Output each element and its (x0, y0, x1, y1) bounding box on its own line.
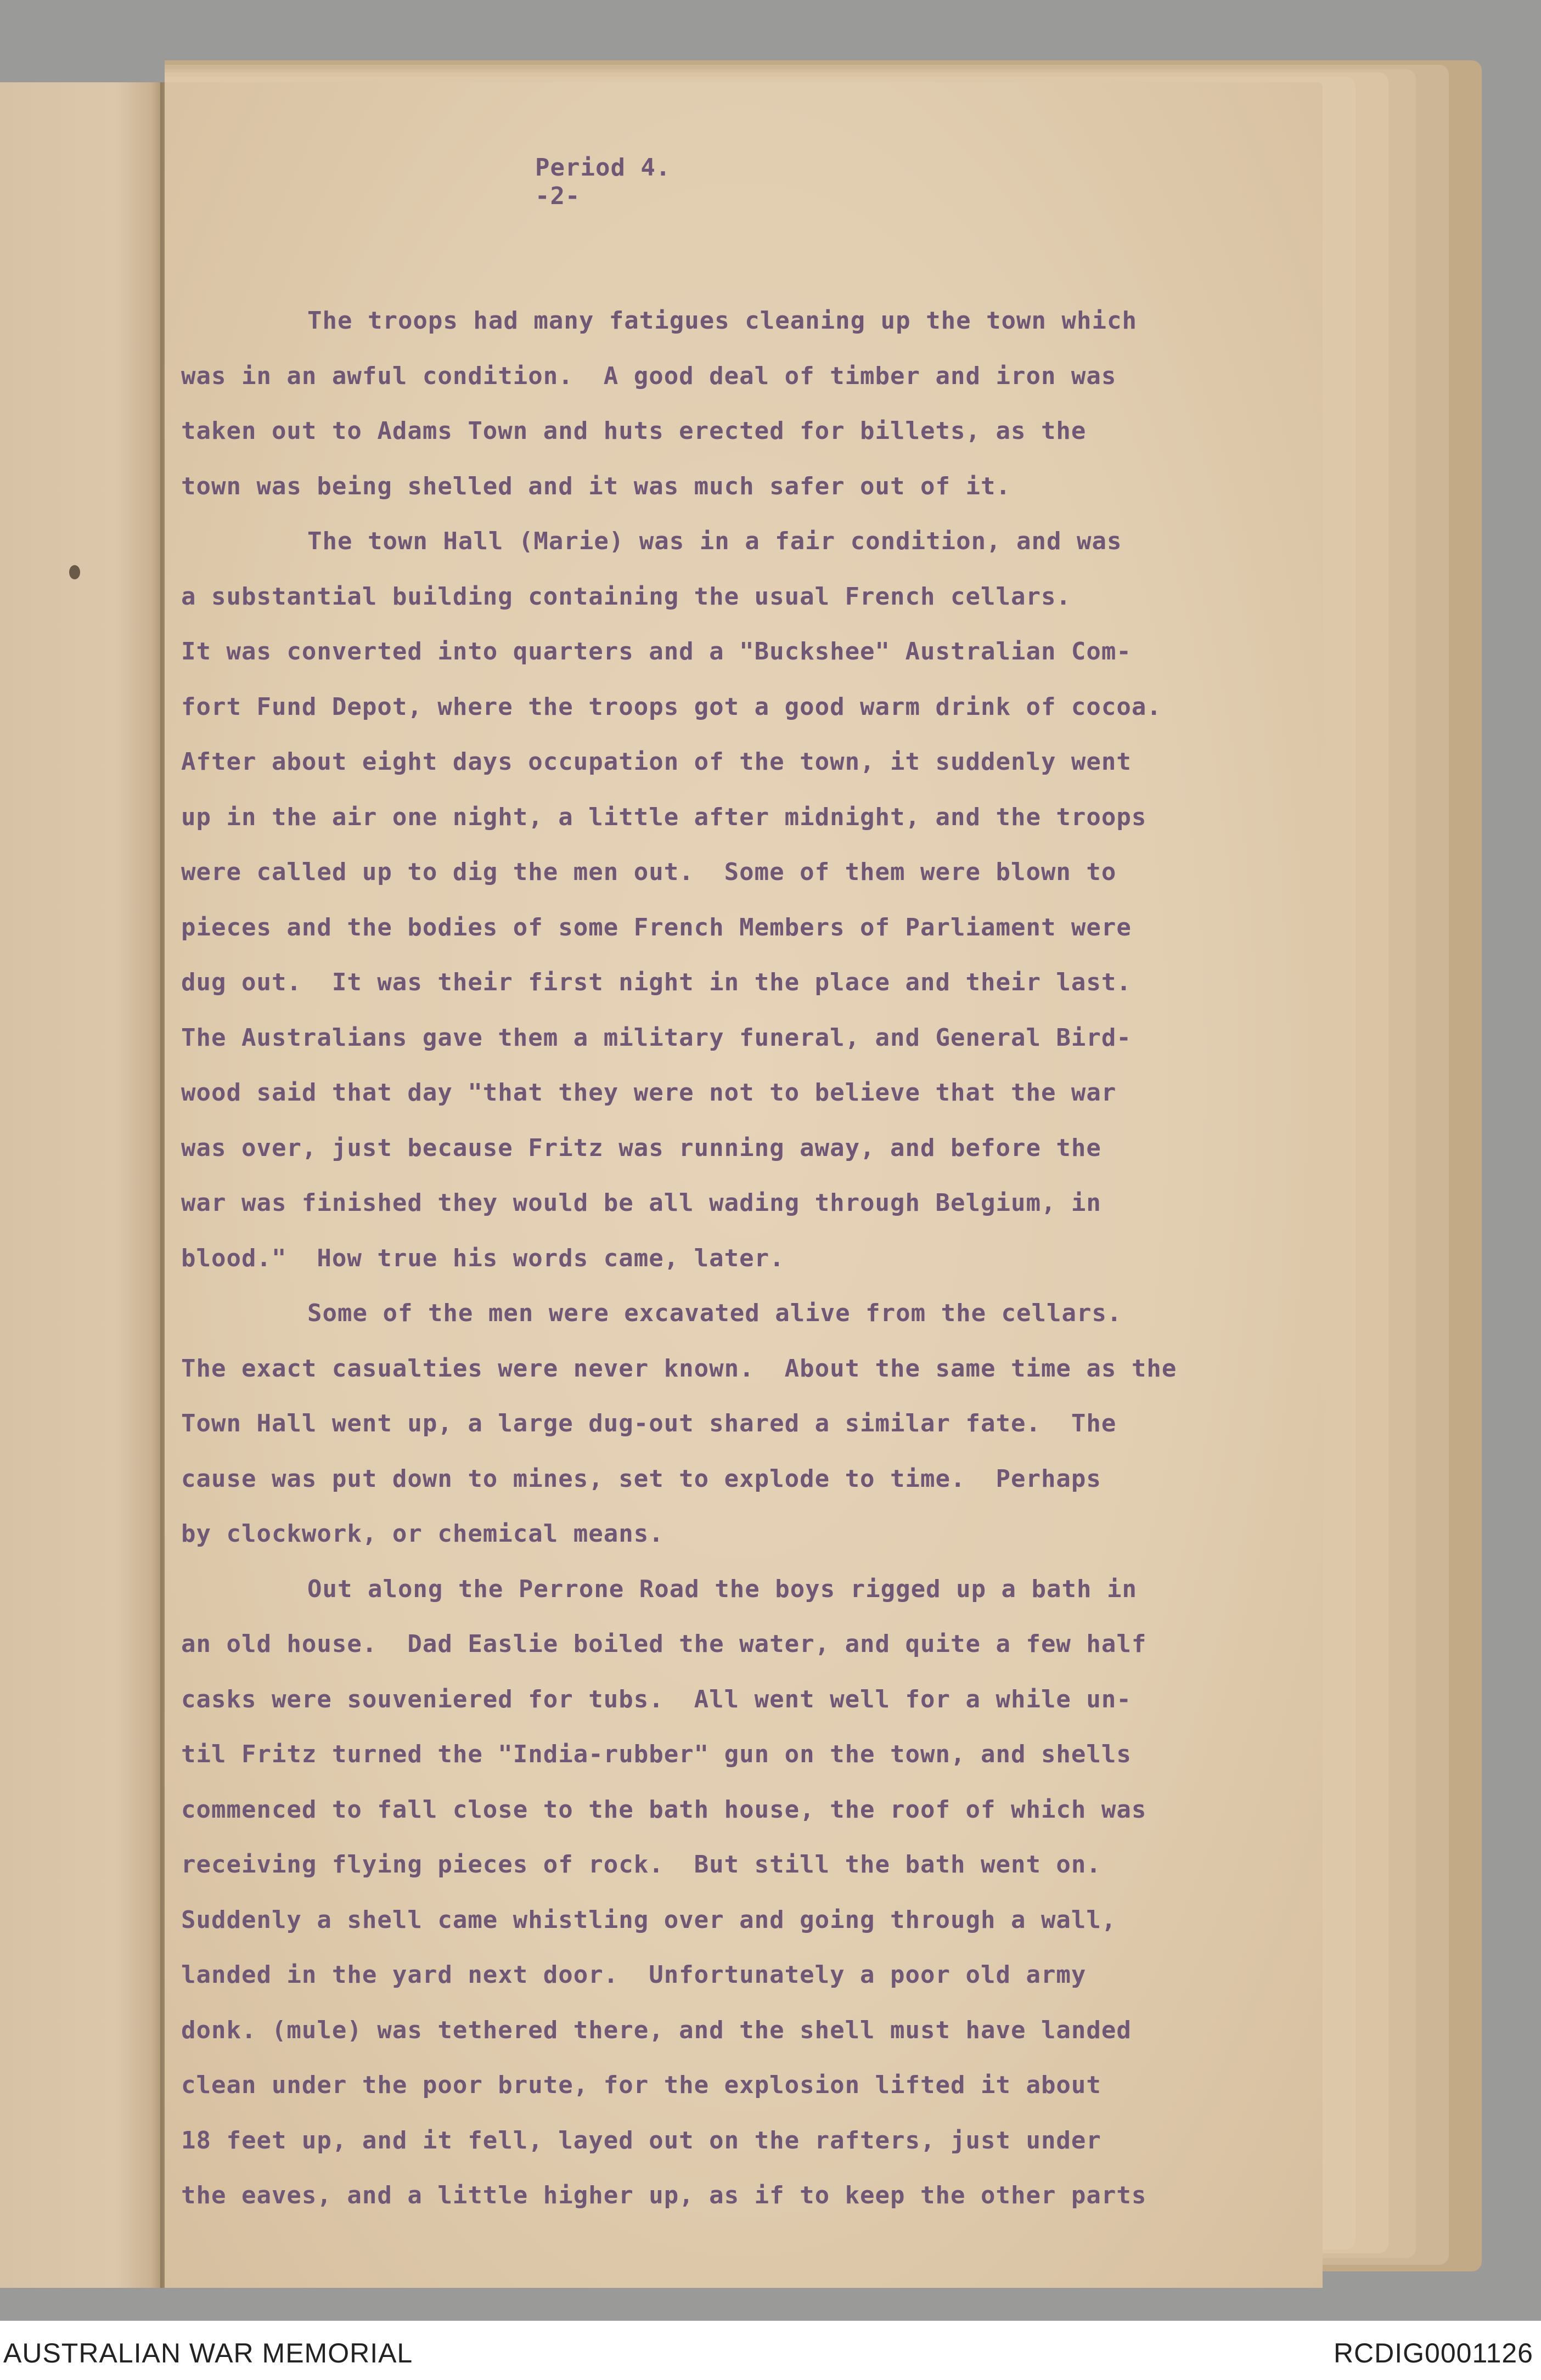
text-line: casks were souveniered for tubs. All went well for a while un- (181, 1685, 1132, 1713)
typed-text-body (181, 294, 1323, 2224)
typed-page (165, 82, 1323, 2288)
page-number: -2- (535, 182, 581, 210)
left-facing-page (0, 82, 165, 2288)
institution-name: AUSTRALIAN WAR MEMORIAL (3, 2338, 413, 2368)
text-line: til Fritz turned the "India-rubber" gun on the town, and shells (181, 1740, 1132, 1768)
text-line: town was being shelled and it was much safer out of it. (181, 472, 1011, 500)
text-line: receiving flying pieces of rock. But still the bath went on. (181, 1851, 1101, 1879)
item-reference: RCDIG0001126 (1333, 2338, 1533, 2368)
text-line: The troops had many fatigues cleaning up the town which (307, 307, 1137, 335)
text-line: dug out. It was their first night in the place and their last. (181, 968, 1132, 996)
text-line: up in the air one night, a little after midnight, and the troops (181, 803, 1147, 831)
text-line: donk. (mule) was tethered there, and the shell must have landed (181, 2016, 1132, 2044)
text-line: clean under the poor brute, for the explosion lifted it about (181, 2071, 1101, 2099)
archive-footer (0, 2321, 1541, 2380)
ink-spot (69, 565, 80, 579)
text-line: a substantial building containing the usual French cellars. (181, 582, 1071, 611)
text-line: by clockwork, or chemical means. (181, 1520, 664, 1548)
text-line: pieces and the bodies of some French Members of Parliament were (181, 913, 1132, 941)
text-line: The Australians gave them a military funeral, and General Bird- (181, 1023, 1132, 1052)
text-line: was in an awful condition. A good deal of timber and iron was (181, 362, 1117, 390)
text-line: wood said that day "that they were not to believe that the war (181, 1079, 1117, 1107)
text-line: taken out to Adams Town and huts erected for billets, as the (181, 417, 1087, 445)
text-line: landed in the yard next door. Unfortunately a poor old army (181, 1961, 1087, 1989)
text-line: war was finished they would be all wading through Belgium, in (181, 1189, 1101, 1217)
text-line: an old house. Dad Easlie boiled the water, and quite a few half (181, 1630, 1147, 1658)
text-line: Town Hall went up, a large dug-out shared a similar fate. The (181, 1409, 1117, 1437)
text-line: the eaves, and a little higher up, as if to keep the other parts (181, 2181, 1147, 2209)
text-line: commenced to fall close to the bath house, the roof of which was (181, 1795, 1147, 1824)
text-line: The town Hall (Marie) was in a fair condition, and was (307, 527, 1122, 555)
text-line: Some of the men were excavated alive from the cellars. (307, 1299, 1122, 1327)
text-line: After about eight days occupation of the town, it suddenly went (181, 748, 1132, 776)
text-line: It was converted into quarters and a "Buckshee" Australian Com- (181, 638, 1132, 666)
text-line: cause was put down to mines, set to explode to time. Perhaps (181, 1464, 1101, 1493)
text-line: Out along the Perrone Road the boys rigged up a bath in (307, 1575, 1137, 1603)
text-line: 18 feet up, and it fell, layed out on the rafters, just under (181, 2126, 1101, 2155)
text-line: was over, just because Fritz was running away, and before the (181, 1133, 1101, 1162)
period-title: Period 4. (535, 154, 671, 182)
text-line: blood." How true his words came, later. (181, 1244, 785, 1272)
text-line: The exact casualties were never known. About the same time as the (181, 1354, 1177, 1383)
text-line: fort Fund Depot, where the troops got a good warm drink of cocoa. (181, 692, 1162, 721)
text-line: were called up to dig the men out. Some of them were blown to (181, 858, 1117, 886)
text-line: Suddenly a shell came whistling over and going through a wall, (181, 1905, 1117, 1934)
